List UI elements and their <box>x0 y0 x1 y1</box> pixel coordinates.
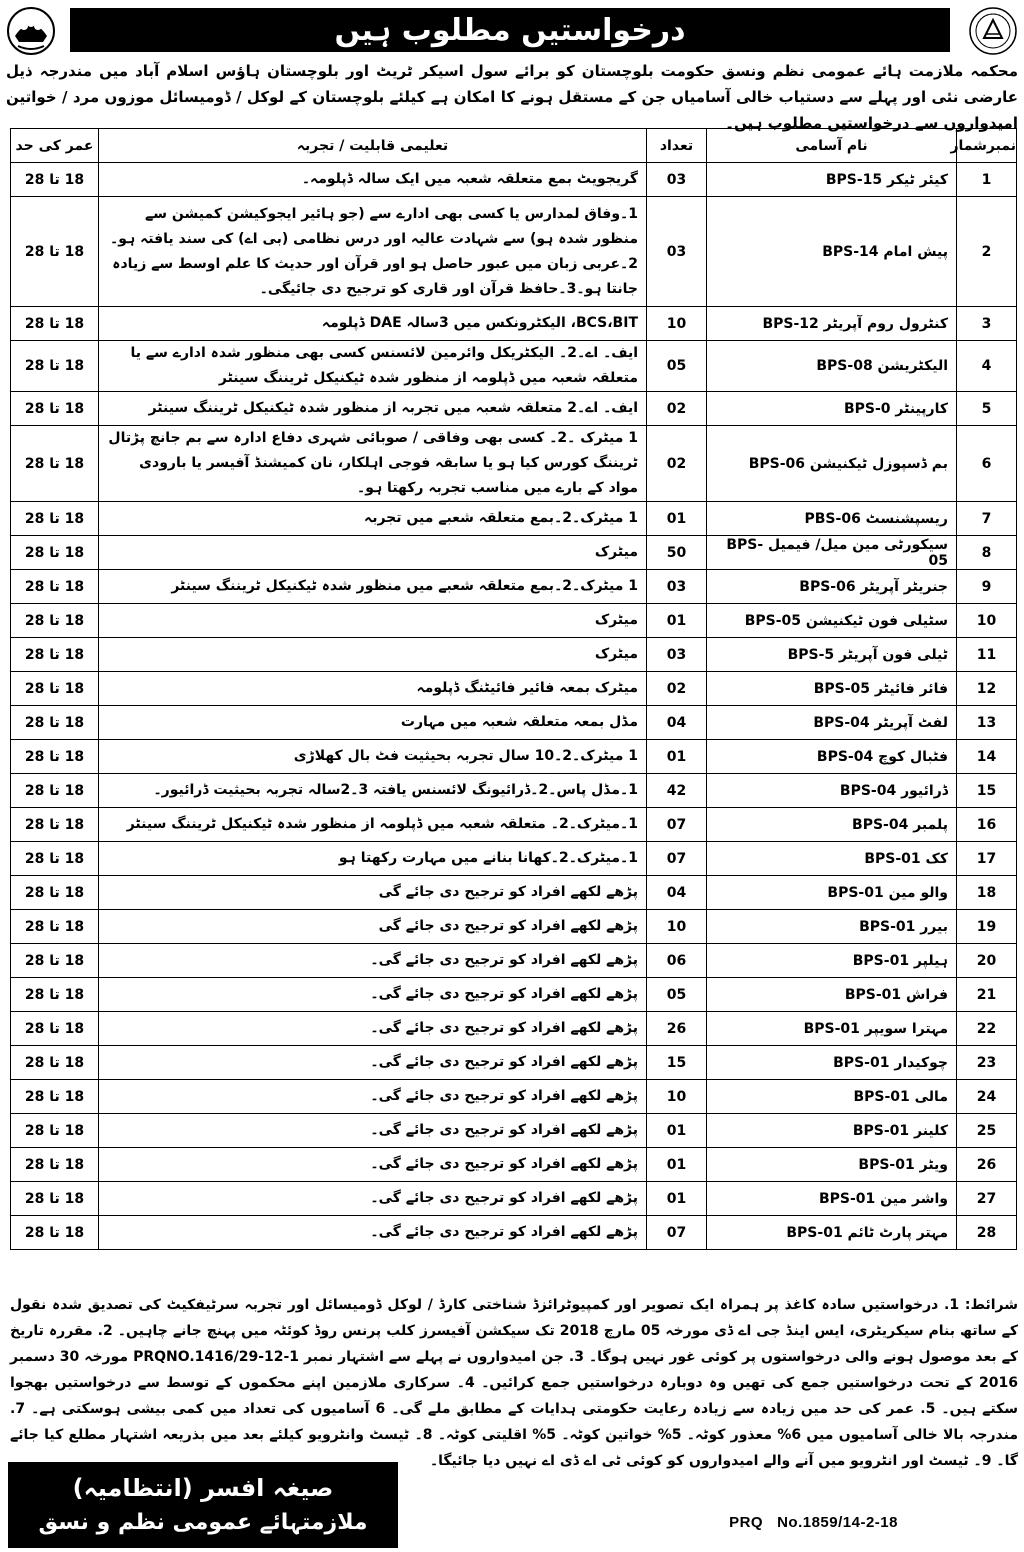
qualification-cell: پڑھے لکھے افراد کو ترجیح دی جائے گی۔ <box>99 1148 647 1182</box>
header-serial: نمبرشمار <box>957 129 1017 163</box>
qualification-cell: 1۔میٹرک۔2۔ متعلقہ شعبہ میں ڈپلومہ از منظور شدہ ٹیکنیکل ٹریننگ سینٹر <box>99 808 647 842</box>
qualification-cell: مڈل بمعہ متعلقہ شعبہ میں مہارت <box>99 706 647 740</box>
count-cell: 02 <box>647 672 707 706</box>
header <box>0 0 1024 64</box>
qualification-cell: پڑھے لکھے افراد کو ترجیح دی جائے گی۔ <box>99 1012 647 1046</box>
table-row <box>11 638 1017 672</box>
post-cell: والو مین BPS-01 <box>707 876 957 910</box>
qualification-cell: پڑھے لکھے افراد کو ترجیح دی جائے گی۔ <box>99 944 647 978</box>
count-cell: 03 <box>647 570 707 604</box>
table-row <box>11 1148 1017 1182</box>
serial-cell: 21 <box>957 978 1017 1012</box>
balochistan-emblem-icon <box>6 6 56 56</box>
age-cell: 18 تا 28 <box>11 638 99 672</box>
qualification-cell: پڑھے لکھے افراد کو ترجیح دی جائے گی۔ <box>99 978 647 1012</box>
qualification-cell: پڑھے لکھے افراد کو ترجیح دی جائے گی <box>99 910 647 944</box>
header-count: تعداد <box>647 129 707 163</box>
post-cell: واشر مین BPS-01 <box>707 1182 957 1216</box>
qualification-cell: 1۔میٹرک۔2۔کھانا بنانے میں مہارت رکھتا ہو <box>99 842 647 876</box>
count-cell: 01 <box>647 1182 707 1216</box>
table-row <box>11 536 1017 570</box>
serial-cell: 1 <box>957 163 1017 197</box>
serial-cell: 22 <box>957 1012 1017 1046</box>
serial-cell: 26 <box>957 1148 1017 1182</box>
table-row <box>11 944 1017 978</box>
age-cell: 18 تا 28 <box>11 876 99 910</box>
age-cell: 18 تا 28 <box>11 502 99 536</box>
count-cell: 10 <box>647 307 707 341</box>
table-row <box>11 842 1017 876</box>
conditions-text: شرائط: 1. درخواستیں سادہ کاغذ پر ہمراہ ایک تصویر اور کمپیوٹرائزڈ شناختی کارڈ / لوکل ڈومیسائل اور تجربہ سرٹیفکیٹ کی تصدیق شدہ نقول کے ساتھ بنام سیکریٹری، ایس اینڈ جی اے ڈی مورخہ 05 مارچ 2018 تک سیکشن آفیسرز کلب پرنس روڈ کوئٹہ میں پہنچ جانے چاہیں۔ 2. مقررہ تاریخ کے بعد موصول ہونے والی درخواستوں پر کوئی غور نہیں ہوگا۔ 3. جن امیدواروں نے پہلے سے اشتہار نمبر PRQNO.1416/29-12-1 مورخہ 30 دسمبر 2016 کے تحت درخواستیں جمع کی تھیں وہ دوبارہ درخواستیں جمع کرائیں۔ 4۔ سرکاری ملازمین اپنے محکموں کے توسط سے درخواستیں بھجوا سکتے ہیں۔ 5. عمر کی حد میں زیادہ سے زیادہ رعایت حکومتی ہدایات کے مطابق ملے گی۔ 6 آسامیوں کی تعداد میں کمی بیشی ہوسکتی ہے۔ 7. مندرجہ بالا خالی آسامیوں میں 6% معذور کوٹہ۔ 5% خواتین کوٹہ۔ 5% اقلیتی کوٹہ۔ 8۔ ٹیسٹ وانٹرویو کیلئے بعد میں بذریعہ اشتہار مطلع کیا جائے گا۔ 9۔ ٹیسٹ اور انٹرویو میں آنے والے امیدواروں کو کوئی ٹی اے ڈی اے نہیں دیا جائیگا۔ <box>10 1297 1019 1469</box>
table-row <box>11 163 1017 197</box>
table-row <box>11 1182 1017 1216</box>
post-cell: پیش امام BPS-14 <box>707 197 957 307</box>
count-cell: 01 <box>647 740 707 774</box>
post-cell: فٹبال کوچ BPS-04 <box>707 740 957 774</box>
age-cell: 18 تا 28 <box>11 1114 99 1148</box>
age-cell: 18 تا 28 <box>11 740 99 774</box>
age-cell: 18 تا 28 <box>11 307 99 341</box>
qualification-cell: پڑھے لکھے افراد کو ترجیح دی جائے گی۔ <box>99 1080 647 1114</box>
serial-cell: 24 <box>957 1080 1017 1114</box>
table-row <box>11 604 1017 638</box>
serial-cell: 18 <box>957 876 1017 910</box>
post-cell: ٹیلی فون آپریٹر BPS-5 <box>707 638 957 672</box>
count-cell: 06 <box>647 944 707 978</box>
serial-cell: 23 <box>957 1046 1017 1080</box>
age-cell: 18 تا 28 <box>11 774 99 808</box>
age-cell: 18 تا 28 <box>11 1148 99 1182</box>
serial-cell: 5 <box>957 392 1017 426</box>
serial-cell: 16 <box>957 808 1017 842</box>
serial-cell: 11 <box>957 638 1017 672</box>
age-cell: 18 تا 28 <box>11 1216 99 1250</box>
count-cell: 01 <box>647 1148 707 1182</box>
count-cell: 05 <box>647 978 707 1012</box>
qualification-cell: پڑھے لکھے افراد کو ترجیح دی جائے گی۔ <box>99 1114 647 1148</box>
age-cell: 18 تا 28 <box>11 1182 99 1216</box>
post-cell: کنٹرول روم آپریٹر BPS-12 <box>707 307 957 341</box>
qualification-cell: 1 میٹرک۔2۔بمع متعلقہ شعبے میں منظور شدہ ٹیکنیکل ٹریننگ سینٹر <box>99 570 647 604</box>
department-name: ملازمتہائے عمومی نظم و نسق <box>38 1510 368 1535</box>
age-cell: 18 تا 28 <box>11 842 99 876</box>
table-row <box>11 197 1017 307</box>
age-cell: 18 تا 28 <box>11 426 99 502</box>
serial-cell: 14 <box>957 740 1017 774</box>
table-row <box>11 502 1017 536</box>
qualification-cell: 1 میٹرک۔2۔بمع متعلقہ شعبے میں تجربہ <box>99 502 647 536</box>
count-cell: 10 <box>647 1080 707 1114</box>
count-cell: 05 <box>647 341 707 392</box>
table-row <box>11 1012 1017 1046</box>
age-cell: 18 تا 28 <box>11 808 99 842</box>
serial-cell: 4 <box>957 341 1017 392</box>
age-cell: 18 تا 28 <box>11 944 99 978</box>
count-cell: 01 <box>647 502 707 536</box>
age-cell: 18 تا 28 <box>11 604 99 638</box>
count-cell: 26 <box>647 1012 707 1046</box>
age-cell: 18 تا 28 <box>11 570 99 604</box>
post-cell: بم ڈسپوزل ٹیکنیشن BPS-06 <box>707 426 957 502</box>
post-cell: مہتر پارٹ ٹائم BPS-01 <box>707 1216 957 1250</box>
qualification-cell: ایف۔ اے۔2۔ الیکٹریکل وائرمین لائسنس کسی بھی منظور شدہ ادارے سے یا متعلقہ شعبہ میں ڈپلومہ از منظور شدہ ٹیکنیکل ٹریننگ سینٹر <box>99 341 647 392</box>
qualification-cell: میٹرک <box>99 604 647 638</box>
table-row <box>11 910 1017 944</box>
serial-cell: 28 <box>957 1216 1017 1250</box>
post-cell: چوکیدار BPS-01 <box>707 1046 957 1080</box>
qualification-cell: میٹرک <box>99 638 647 672</box>
serial-cell: 20 <box>957 944 1017 978</box>
post-cell: سیکورٹی مین میل/ فیمیل BPS-05 <box>707 536 957 570</box>
post-cell: فراش BPS-01 <box>707 978 957 1012</box>
table-row <box>11 876 1017 910</box>
serial-cell: 25 <box>957 1114 1017 1148</box>
post-cell: کارپینٹر BPS-0 <box>707 392 957 426</box>
serial-cell: 9 <box>957 570 1017 604</box>
table-row <box>11 1216 1017 1250</box>
post-cell: پلمبر BPS-04 <box>707 808 957 842</box>
qualification-cell: پڑھے لکھے افراد کو ترجیح دی جائے گی۔ <box>99 1182 647 1216</box>
age-cell: 18 تا 28 <box>11 197 99 307</box>
count-cell: 02 <box>647 392 707 426</box>
age-cell: 18 تا 28 <box>11 392 99 426</box>
serial-cell: 13 <box>957 706 1017 740</box>
intro-paragraph: محکمہ ملازمت ہائے عمومی نظم ونسق حکومت بلوچستان کو برائے سول اسیکر ٹریٹ اور بلوچستان ہاؤس اسلام آباد میں مندرجہ ذیل عارضی نئی اور پہلے سے دستیاب خالی آسامیاں جن کے مستقل ہونے کا امکان ہے کیلئے بلوچستان کے لوکل / ڈومیسائل موزوں مرد / خواتین امیدواروں سے درخواستیں مطلوب ہیں۔ <box>6 62 1018 132</box>
count-cell: 10 <box>647 910 707 944</box>
age-cell: 18 تا 28 <box>11 672 99 706</box>
post-cell: سٹیلی فون ٹیکنیشن BPS-05 <box>707 604 957 638</box>
qualification-cell: پڑھے لکھے افراد کو ترجیح دی جائے گی <box>99 876 647 910</box>
post-cell: مہترا سویپر BPS-01 <box>707 1012 957 1046</box>
age-cell: 18 تا 28 <box>11 978 99 1012</box>
serial-cell: 6 <box>957 426 1017 502</box>
age-cell: 18 تا 28 <box>11 163 99 197</box>
office-title: صیغہ افسر (انتظامیہ) <box>72 1474 334 1502</box>
serial-cell: 7 <box>957 502 1017 536</box>
post-cell: ڈرائیور BPS-04 <box>707 774 957 808</box>
count-cell: 15 <box>647 1046 707 1080</box>
age-cell: 18 تا 28 <box>11 341 99 392</box>
count-cell: 50 <box>647 536 707 570</box>
count-cell: 03 <box>647 197 707 307</box>
page-title: درخواستیں مطلوب ہیں <box>70 8 950 52</box>
table-row <box>11 307 1017 341</box>
age-cell: 18 تا 28 <box>11 1046 99 1080</box>
qualification-cell: میٹرک بمعہ فائیر فائیٹنگ ڈپلومہ <box>99 672 647 706</box>
qualification-cell: گریجویٹ بمع متعلقہ شعبہ میں ایک سالہ ڈپلومہ۔ <box>99 163 647 197</box>
age-cell: 18 تا 28 <box>11 1012 99 1046</box>
post-cell: کلینر BPS-01 <box>707 1114 957 1148</box>
header-qualification: تعلیمی قابلیت / تجربہ <box>99 129 647 163</box>
post-cell: الیکٹریشن BPS-08 <box>707 341 957 392</box>
qualification-cell: پڑھے لکھے افراد کو ترجیح دی جائے گی۔ <box>99 1216 647 1250</box>
post-cell: کک BPS-01 <box>707 842 957 876</box>
serial-cell: 12 <box>957 672 1017 706</box>
post-cell: جنریٹر آپریٹر BPS-06 <box>707 570 957 604</box>
post-cell: فائر فائیٹر BPS-05 <box>707 672 957 706</box>
serial-cell: 10 <box>957 604 1017 638</box>
age-cell: 18 تا 28 <box>11 1080 99 1114</box>
post-cell: مالی BPS-01 <box>707 1080 957 1114</box>
post-cell: بیرر BPS-01 <box>707 910 957 944</box>
table-row <box>11 1046 1017 1080</box>
count-cell: 04 <box>647 876 707 910</box>
qualification-cell: 1 میٹرک۔2۔10 سال تجربہ بحیثیت فٹ بال کھلاڑی <box>99 740 647 774</box>
serial-cell: 3 <box>957 307 1017 341</box>
table-row <box>11 672 1017 706</box>
table-row <box>11 341 1017 392</box>
serial-cell: 19 <box>957 910 1017 944</box>
age-cell: 18 تا 28 <box>11 706 99 740</box>
count-cell: 02 <box>647 426 707 502</box>
post-cell: ویٹر BPS-01 <box>707 1148 957 1182</box>
government-seal-icon <box>968 6 1018 56</box>
count-cell: 03 <box>647 163 707 197</box>
count-cell: 07 <box>647 1216 707 1250</box>
serial-cell: 27 <box>957 1182 1017 1216</box>
table-row <box>11 392 1017 426</box>
signature-block <box>8 1462 398 1548</box>
post-cell: ریسپشنسٹ PBS-06 <box>707 502 957 536</box>
serial-cell: 2 <box>957 197 1017 307</box>
table-row <box>11 774 1017 808</box>
qualification-cell: میٹرک <box>99 536 647 570</box>
qualification-cell: پڑھے لکھے افراد کو ترجیح دی جائے گی۔ <box>99 1046 647 1080</box>
prq-number: PRQ No.1859/14-2-18 <box>729 1514 898 1531</box>
table-row <box>11 570 1017 604</box>
qualification-cell: 1 میٹرک ۔2۔ کسی بھی وفاقی / صوبائی شہری دفاع ادارہ سے بم جانچ پڑتال ٹریننگ کورس کیا ہو یا سابقہ فوجی اہلکار، نان کمیشنڈ آفیسر یا بارودی مواد کے بارے میں مناسب تجربہ رکھتا ہو۔ <box>99 426 647 502</box>
count-cell: 07 <box>647 808 707 842</box>
qualification-cell: 1۔وفاق لمدارس یا کسی بھی ادارے سے (جو ہائیر ایجوکیشن کمیشن سے منظور شدہ ہو) سے شہادت عالیہ اور درس نظامی (بی اے) کی سند یافتہ ہو۔2۔عربی زبان میں عبور حاصل ہو اور قرآن اور حدیث کا علم اوسط سے زیادہ جانتا ہو۔3۔حافظ قرآن اور قاری کو ترجیح دی جائیگی۔ <box>99 197 647 307</box>
count-cell: 07 <box>647 842 707 876</box>
table-row <box>11 426 1017 502</box>
serial-cell: 15 <box>957 774 1017 808</box>
count-cell: 04 <box>647 706 707 740</box>
post-cell: لفٹ آپریٹر BPS-04 <box>707 706 957 740</box>
table-row <box>11 740 1017 774</box>
table-row <box>11 1080 1017 1114</box>
count-cell: 01 <box>647 1114 707 1148</box>
serial-cell: 8 <box>957 536 1017 570</box>
table-row <box>11 808 1017 842</box>
table-row <box>11 706 1017 740</box>
age-cell: 18 تا 28 <box>11 536 99 570</box>
header-post: نام آسامی <box>707 129 957 163</box>
serial-cell: 17 <box>957 842 1017 876</box>
count-cell: 03 <box>647 638 707 672</box>
vacancies-table <box>10 128 1017 1250</box>
post-cell: کیئر ٹیکر BPS-15 <box>707 163 957 197</box>
qualification-cell: BCS،BIT، الیکٹرونکس میں 3سالہ DAE ڈپلومہ <box>99 307 647 341</box>
table-row <box>11 978 1017 1012</box>
count-cell: 42 <box>647 774 707 808</box>
table-header-row <box>11 129 1017 163</box>
qualification-cell: 1۔مڈل پاس۔2۔ڈرائیونگ لائسنس یافتہ 3۔2سالہ تجربہ بحیثیت ڈرائیور۔ <box>99 774 647 808</box>
age-cell: 18 تا 28 <box>11 910 99 944</box>
qualification-cell: ایف۔ اے۔2 متعلقہ شعبہ میں تجربہ از منظور شدہ ٹیکنیکل ٹریننگ سینٹر <box>99 392 647 426</box>
post-cell: ہیلپر BPS-01 <box>707 944 957 978</box>
table-row <box>11 1114 1017 1148</box>
count-cell: 01 <box>647 604 707 638</box>
header-age: عمر کی حد <box>11 129 99 163</box>
